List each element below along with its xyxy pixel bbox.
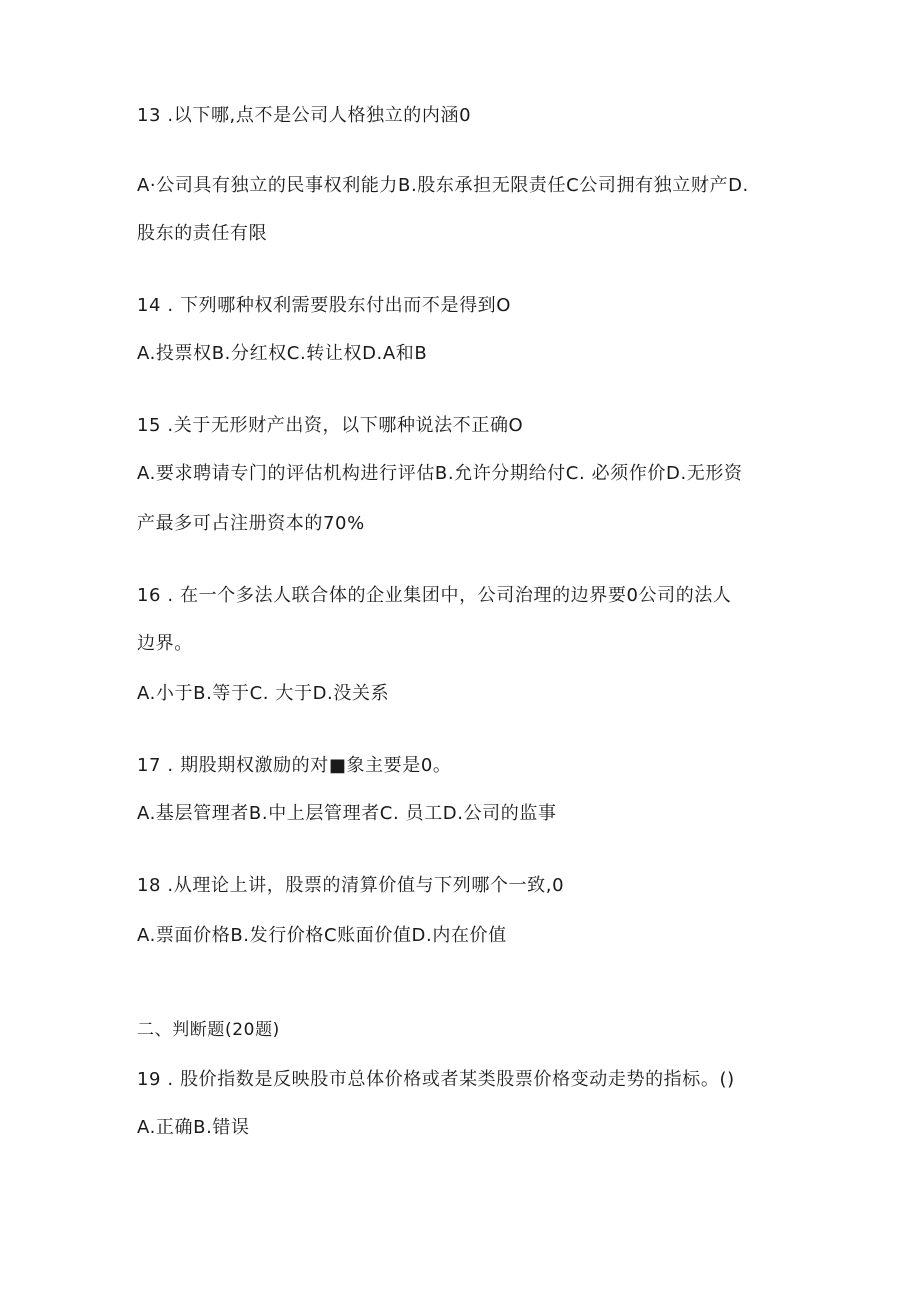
question-13: 13 .以下哪,点不是公司人格独立的内涵0	[137, 105, 472, 126]
question-13-options: A·公司具有独立的民事权利能力B.股东承担无限责任C公司拥有独立财产D.	[137, 175, 749, 196]
question-18-options: A.票面价格B.发行价格C账面价值D.内在价值	[137, 925, 507, 946]
question-19: 19 . 股价指数是反映股市总体价格或者某类股票价格变动走势的指标。()	[137, 1069, 735, 1090]
question-17: 17 . 期股期权激励的对■象主要是0。	[137, 755, 452, 776]
question-17-options: A.基层管理者B.中上层管理者C. 员工D.公司的监事	[137, 803, 557, 824]
question-18: 18 .从理论上讲，股票的清算价值与下列哪个一致,0	[137, 875, 565, 896]
question-14: 14 . 下列哪种权利需要股东付出而不是得到O	[137, 295, 512, 316]
question-16-cont: 边界。	[137, 633, 193, 654]
question-16-options: A.小于B.等于C. 大于D.没关系	[137, 683, 390, 704]
question-19-options: A.正确B.错误	[137, 1117, 250, 1138]
question-16: 16 . 在一个多法人联合体的企业集团中，公司治理的边界要0公司的法人	[137, 585, 732, 606]
question-15: 15 .关于无形财产出资，以下哪种说法不正确O	[137, 415, 524, 436]
question-13-options-cont: 股东的责任有限	[137, 223, 268, 244]
question-15-options: A.要求聘请专门的评估机构进行评估B.允许分期给付C. 必须作价D.无形资	[137, 463, 743, 484]
section-title: 二、判断题(20题)	[137, 1020, 280, 1040]
question-15-options-cont: 产最多可占注册资本的70%	[137, 513, 365, 534]
question-14-options: A.投票权B.分红权C.转让权D.A和B	[137, 343, 428, 364]
